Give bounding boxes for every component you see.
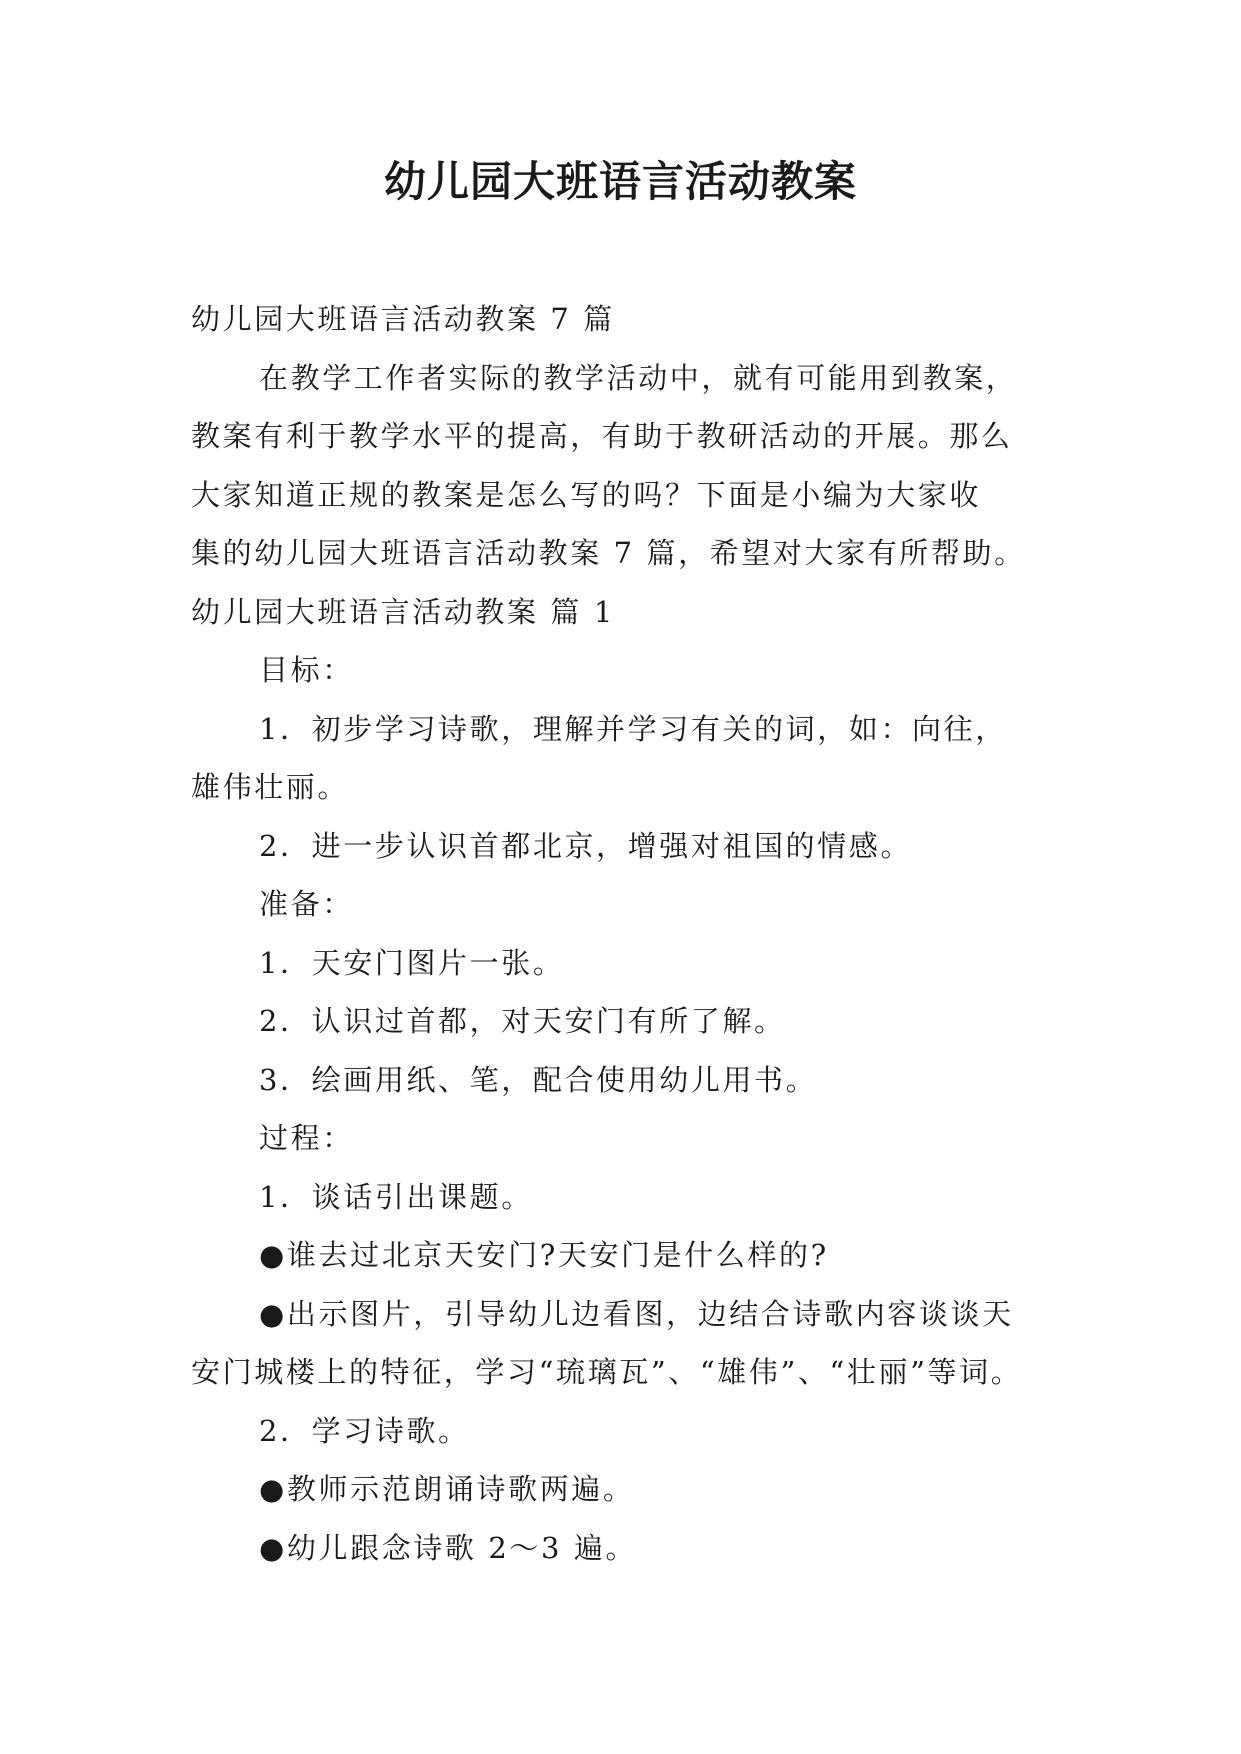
document-title: 幼儿园大班语言活动教案 <box>383 157 857 206</box>
section-heading: 幼儿园大班语言活动教案 篇 1 <box>191 594 615 629</box>
document-body <box>191 290 1071 1577</box>
bullet-item: ●出示图片，引导幼儿边看图，边结合诗歌内容谈谈天 <box>259 1296 1014 1331</box>
paragraph-line: 教案有利于教学水平的提高，有助于教研活动的开展。那么 <box>191 419 1013 453</box>
list-item: 2．学习诗歌。 <box>259 1413 470 1448</box>
list-item-continuation: 雄伟壮丽。 <box>191 770 350 804</box>
subheading-preparation: 准备： <box>259 887 354 921</box>
paragraph-line: 大家知道正规的教案是怎么写的吗？下面是小编为大家收 <box>191 477 982 512</box>
section-heading: 幼儿园大班语言活动教案 7 篇 <box>191 302 615 336</box>
list-item: 1．谈话引出课题。 <box>259 1179 533 1214</box>
bullet-item: ●幼儿跟念诗歌 2～3 遍。 <box>259 1530 638 1565</box>
list-item: 2．进一步认识首都北京，增强对祖国的情感。 <box>259 828 913 863</box>
list-item: 1．初步学习诗歌，理解并学习有关的词，如：向往， <box>259 711 1007 746</box>
bullet-item: ●教师示范朗诵诗歌两遍。 <box>259 1472 635 1506</box>
bullet-item: ●谁去过北京天安门?天安门是什么样的? <box>259 1238 829 1272</box>
subheading-goals: 目标： <box>259 653 354 687</box>
paragraph-line: 在教学工作者实际的教学活动中，就有可能用到教案， <box>259 360 1018 395</box>
paragraph-line: 集的幼儿园大班语言活动教案 7 篇，希望对大家有所帮助。 <box>191 536 1026 570</box>
subheading-process: 过程： <box>259 1121 354 1155</box>
list-item: 3．绘画用纸、笔，配合使用幼儿用书。 <box>259 1062 818 1097</box>
bullet-item-continuation: 安门城楼上的特征，学习“琉璃瓦”、“雄伟”、“壮丽”等词。 <box>191 1355 1023 1389</box>
list-item: 1．天安门图片一张。 <box>259 945 565 980</box>
list-item: 2．认识过首都，对天安门有所了解。 <box>259 1004 786 1038</box>
